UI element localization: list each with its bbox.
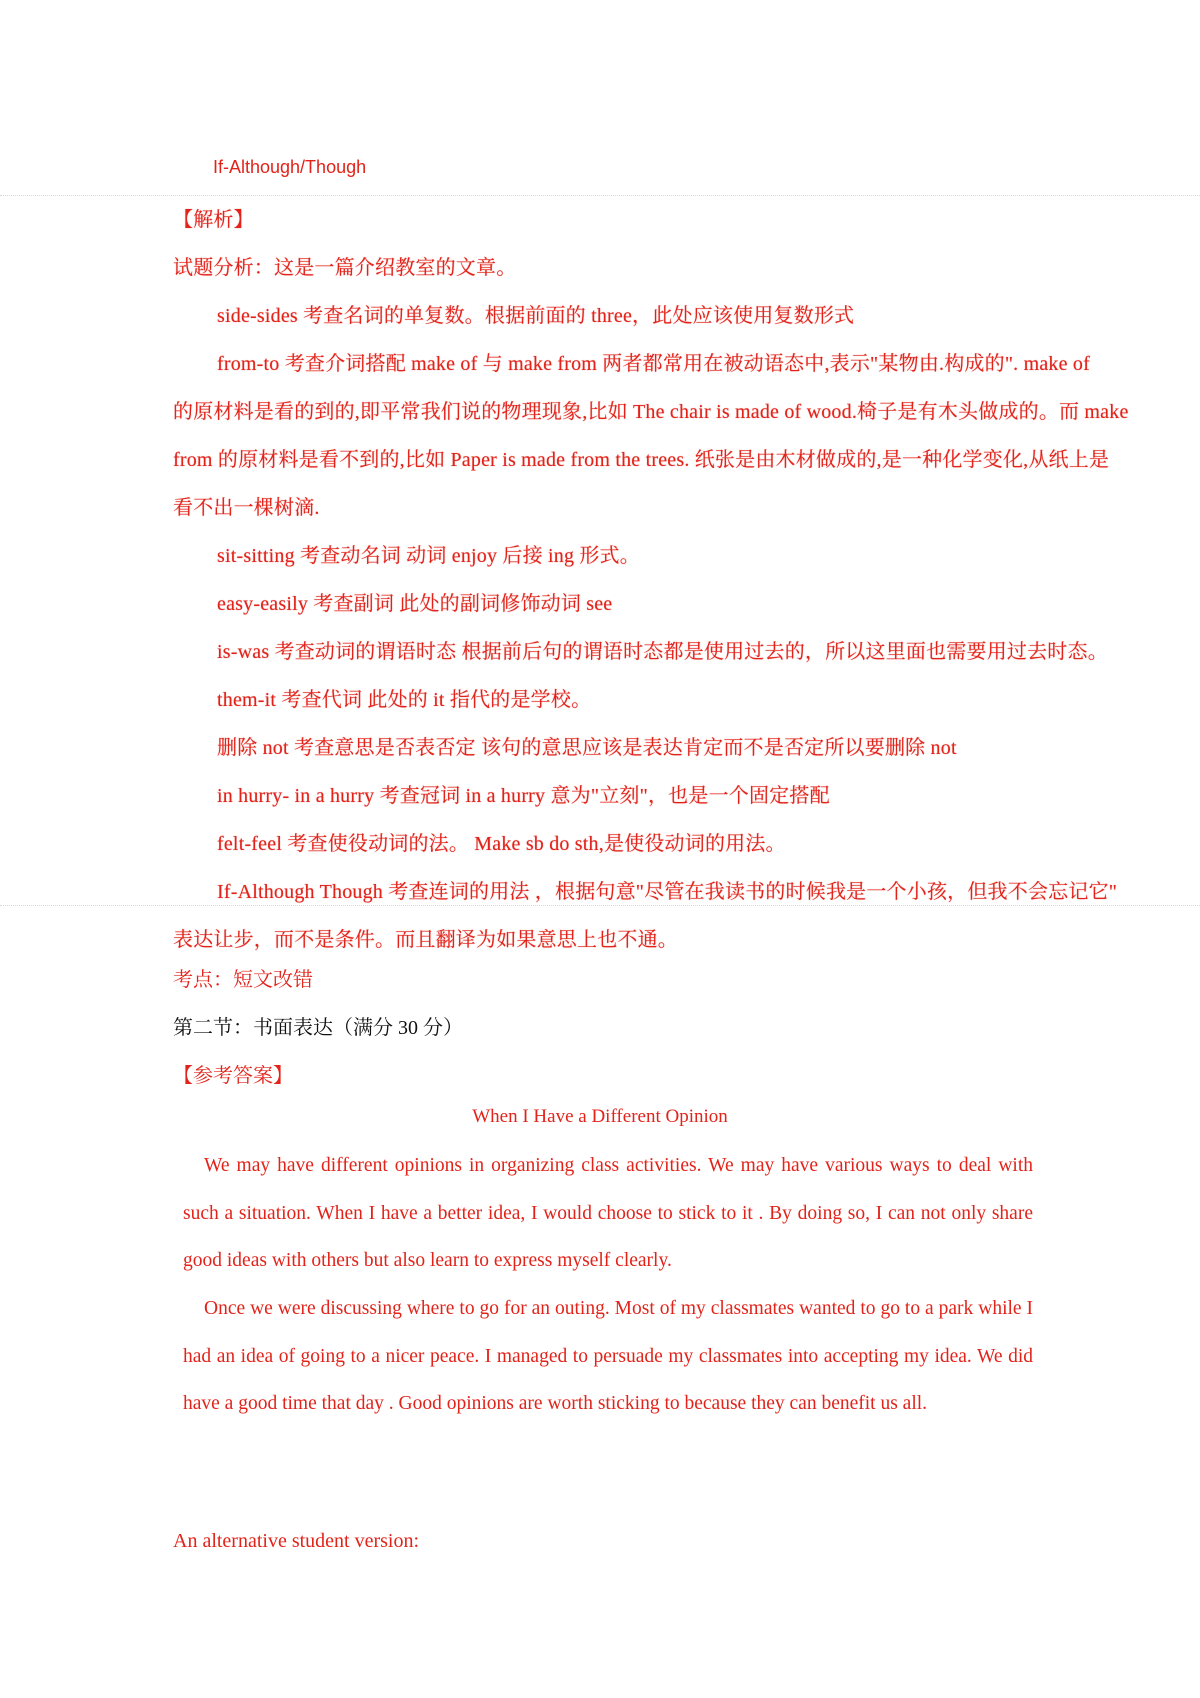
analysis-line: them-it 考查代词 此处的 it 指代的是学校。 [217, 689, 592, 711]
analysis-line: felt-feel 考查使役动词的法。 Make sb do sth,是使役动词的用法。 [217, 833, 786, 855]
analysis-line: 删除 not 考查意思是否表否定 该句的意思应该是表达肯定而不是否定所以要删除 not [217, 737, 957, 759]
essay-title: When I Have a Different Opinion [472, 1106, 728, 1127]
analysis-line: If-Although Though 考查连词的用法 ，根据句意"尽管在我读书的时候我是一个小孩，但我不会忘记它" [217, 881, 1118, 903]
analysis-intro: 试题分析：这是一篇介绍教室的文章。 [173, 257, 517, 279]
top-correction-item: If-Although/Though [213, 157, 367, 177]
essay-paragraph: Once we were discussing where to go for an outing. Most of my classmates wanted to go to a park while I had an idea of going to a nicer peace. I managed to persuade my classmates into accepting my idea. We did have a good time that day . Good opinions are worth sticking to because they can benefit us all. [183, 1298, 1033, 1414]
answer-heading: 【参考答案】 [173, 1065, 293, 1087]
dotted-divider-top [0, 195, 1200, 196]
analysis-line: 看不出一棵树滴. [173, 497, 320, 519]
alternative-version-label: An alternative student version: [173, 1530, 420, 1552]
analysis-line: sit-sitting 考查动名词 动词 enjoy 后接 ing 形式。 [217, 545, 640, 567]
kaodian-label: 考点：短文改错 [173, 969, 313, 991]
analysis-line: 表达让步，而不是条件。而且翻译为如果意思上也不通。 [173, 929, 678, 951]
analysis-line: from 的原材料是看不到的,比如 Paper is made from the trees. 纸张是由木材做成的,是一种化学变化,从纸上是 [173, 449, 1110, 471]
analysis-line: easy-easily 考查副词 此处的副词修饰动词 see [217, 593, 613, 615]
essay-paragraph: We may have different opinions in organizing class activities. We may have various ways to deal with such a situation. When I have a better idea, I would choose to stick to it . By doing so, I can not only share good ideas with others but also learn to express myself clearly. [183, 1155, 1033, 1271]
section-title: 第二节：书面表达（满分 30 分） [173, 1017, 463, 1039]
analysis-line: is-was 考查动词的谓语时态 根据前后句的谓语时态都是使用过去的，所以这里面也需要用过去时态。 [217, 641, 1108, 663]
analysis-line: 的原材料是看的到的,即平常我们说的物理现象,比如 The chair is made of wood.椅子是有木头做成的。而 make [173, 401, 1129, 423]
dotted-divider-bottom [0, 905, 1200, 906]
analysis-line: side-sides 考查名词的单复数。根据前面的 three，此处应该使用复数形式 [217, 305, 855, 327]
analysis-heading: 【解析】 [173, 209, 254, 231]
analysis-line: from-to 考查介词搭配 make of 与 make from 两者都常用在被动语态中,表示"某物由.构成的". make of [217, 353, 1090, 375]
analysis-line: in hurry- in a hurry 考查冠词 in a hurry 意为"立刻"，也是一个固定搭配 [217, 785, 830, 807]
